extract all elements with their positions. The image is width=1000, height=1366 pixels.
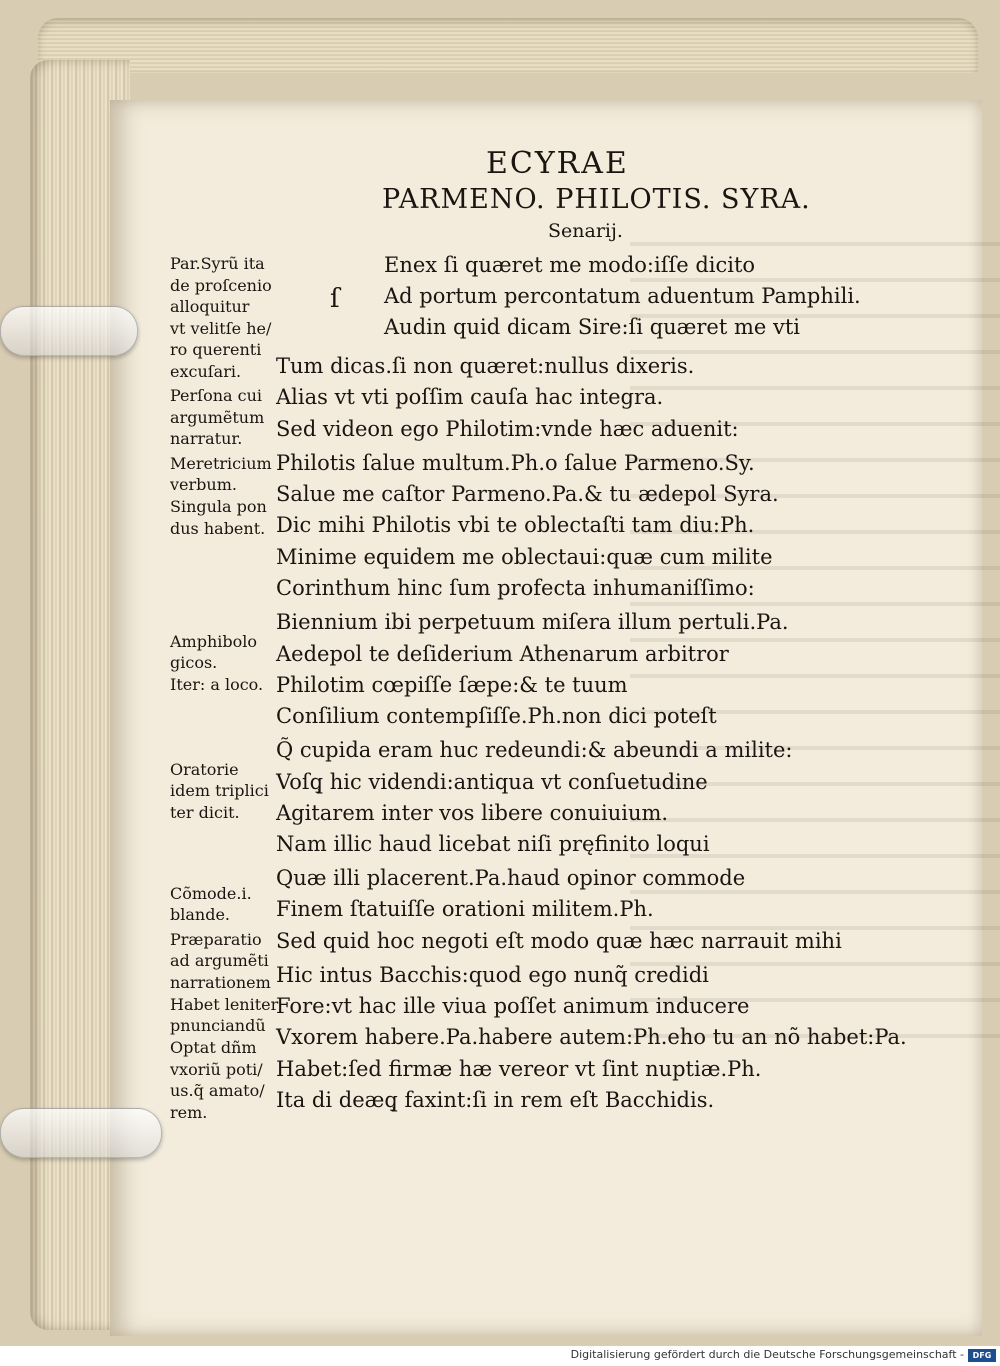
verse-line: Quæ illi placerent.Pa.haud opinor commode xyxy=(276,866,746,890)
margin-note: alloquitur xyxy=(170,297,250,316)
ornament-mark: ſ xyxy=(330,284,340,314)
verse-line: Philotim cœpiſſe ſæpe:& te tuum xyxy=(276,673,628,697)
verse-line: Philotis ſalue multum.Ph.o ſalue Parmeno.Sy. xyxy=(276,451,755,475)
verse-line: Q̃ cupida eram huc redeundi:& abeundi a milite: xyxy=(276,738,793,762)
verse-line: Sed videon ego Philotim:vnde hæc aduenit: xyxy=(276,417,739,441)
page-clip-upper xyxy=(0,306,138,356)
margin-note: narrationem xyxy=(170,973,271,992)
margin-note: us.q̃ amato/ xyxy=(170,1081,265,1100)
verse-line: Audin quid dicam Sire:ſi quæret me vti xyxy=(384,315,801,339)
verse-line: Tum dicas.ſi non quæret:nullus dixeris. xyxy=(276,354,695,378)
margin-note: Amphibolo xyxy=(170,632,258,651)
book-top-edge xyxy=(38,18,978,73)
verse-line: Aedepol te deſiderium Athenarum arbitror xyxy=(276,642,729,666)
verse-line: Vxorem habere.Pa.habere autem:Ph.eho tu an nõ habet:Pa. xyxy=(276,1025,907,1049)
margin-note: rem. xyxy=(170,1103,208,1122)
margin-note: argumẽtum xyxy=(170,408,265,427)
margin-note: Cõmode.i. xyxy=(170,884,252,903)
verse-line: Conſilium contempſiſſe.Ph.non dici poteſt xyxy=(276,704,717,728)
verse-line: Hic intus Bacchis:quod ego nunq̃ credidi xyxy=(276,963,709,987)
verse-line: Agitarem inter vos libere conuiuium. xyxy=(276,801,669,825)
footer-credit: Digitalisierung gefördert durch die Deutsche Forschungsgemeinschaft - xyxy=(570,1348,964,1361)
margin-note: Oratorie xyxy=(170,760,239,779)
margin-note: Habet leniter xyxy=(170,995,279,1014)
verse-line: Salue me caſtor Parmeno.Pa.& tu ædepol Syra. xyxy=(276,482,779,506)
margin-note: Præparatio xyxy=(170,930,262,949)
digitization-footer xyxy=(0,1346,1000,1366)
margin-note: dus habent. xyxy=(170,519,266,538)
margin-note: ad argumẽti xyxy=(170,951,269,970)
margin-note: ter dicit. xyxy=(170,803,240,822)
verse-line: Alias vt vti poſſim cauſa hac integra. xyxy=(276,385,664,409)
margin-note: Meretricium xyxy=(170,454,272,473)
verse-line: Enex ſi quæret me modo:iſſe dicito xyxy=(384,253,756,277)
margin-note: Iter: a loco. xyxy=(170,675,264,694)
margin-note: ro querenti xyxy=(170,340,262,359)
margin-note: vxoriũ poti/ xyxy=(170,1060,263,1079)
margin-note: verbum. xyxy=(170,475,237,494)
verse-line: Ad portum percontatum aduentum Pamphili. xyxy=(384,284,861,308)
verse-line: Finem ſtatuiſſe orationi militem.Ph. xyxy=(276,897,654,921)
margin-note: gicos. xyxy=(170,653,218,672)
verse-line: Minime equidem me oblectaui:quæ cum milite xyxy=(276,545,773,569)
verse-line: Biennium ibi perpetuum miſera illum pertuli.Pa. xyxy=(276,610,789,634)
margin-note: idem triplici xyxy=(170,781,269,800)
verse-line: Nam illic haud licebat niſi pręfinito loqui xyxy=(276,832,710,856)
margin-note: blande. xyxy=(170,905,230,924)
verse-line: Habet:ſed firmæ hæ vereor vt ſint nuptiæ.Ph. xyxy=(276,1057,762,1081)
margin-note: vt velitſe he/ xyxy=(170,319,272,338)
margin-note: Optat dñm xyxy=(170,1038,257,1057)
margin-note: de proſcenio xyxy=(170,276,272,295)
meter-label: Senarij. xyxy=(548,220,623,242)
verse-line: Dic mihi Philotis vbi te oblectaſti tam diu:Ph. xyxy=(276,513,755,537)
verse-line: Fore:vt hac ille viua poſſet animum inducere xyxy=(276,994,750,1018)
verse-line: Voſq̧ hic videndi:antiqua vt conſuetudine xyxy=(276,770,708,794)
running-headline: ECYRAE xyxy=(486,146,629,181)
page-clip-lower xyxy=(0,1108,162,1158)
margin-note: excuſari. xyxy=(170,362,242,381)
margin-note: Par.Syrũ ita xyxy=(170,254,265,273)
speaker-heading: PARMENO. PHILOTIS. SYRA. xyxy=(382,184,811,215)
verse-line: Ita di deæq̧ faxint:ſi in rem eſt Bacchidis. xyxy=(276,1088,715,1112)
dfg-logo: DFG xyxy=(968,1349,996,1362)
margin-note: Perſona cui xyxy=(170,386,263,405)
margin-note: pnunciandũ xyxy=(170,1016,266,1035)
margin-note: Singula pon xyxy=(170,497,267,516)
verse-line: Corinthum hinc ſum profecta inhumaniſſimo: xyxy=(276,576,755,600)
verse-line: Sed quid hoc negoti eſt modo quæ hæc narrauit mihi xyxy=(276,929,842,953)
margin-note: narratur. xyxy=(170,429,243,448)
